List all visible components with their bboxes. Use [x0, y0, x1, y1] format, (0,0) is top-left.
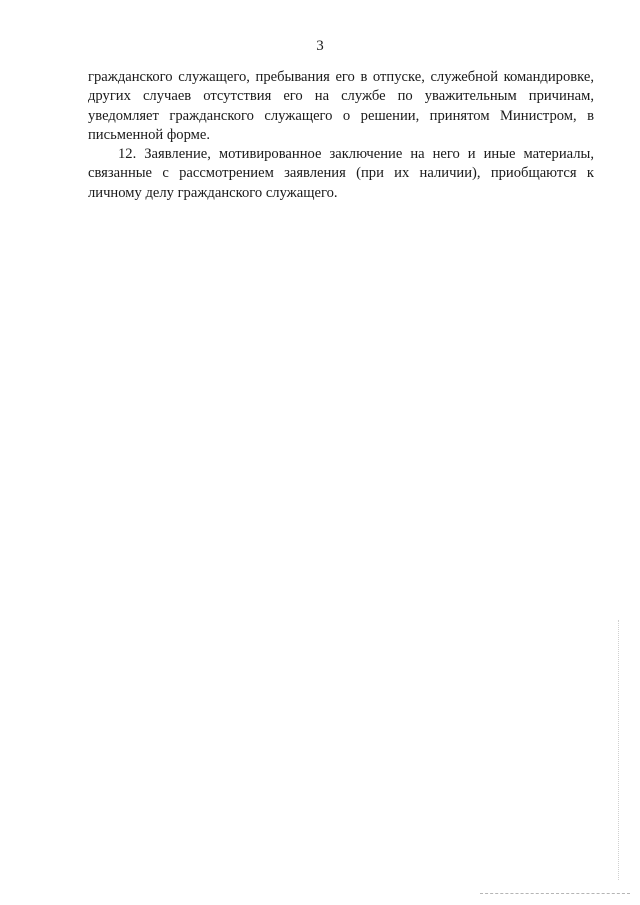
scan-edge-mark [480, 893, 630, 895]
scan-edge-mark [618, 620, 620, 880]
paragraph-item-12: 12. Заявление, мотивированное заключение на него и иные материалы, связанные с рассмотрением заявления (при их наличии), приобщаются к личному делу гражданского служащего. [88, 146, 594, 201]
page-number: 3 [316, 38, 324, 54]
paragraph-continuation: гражданского служащего, пребывания его в отпуске, служебной командировке, других случаев отсутствия его на службе по уважительным причинам, уведомляет гражданского служащего о решении, принятом Министром, в письменной форме. [88, 69, 594, 143]
document-body [88, 68, 594, 203]
